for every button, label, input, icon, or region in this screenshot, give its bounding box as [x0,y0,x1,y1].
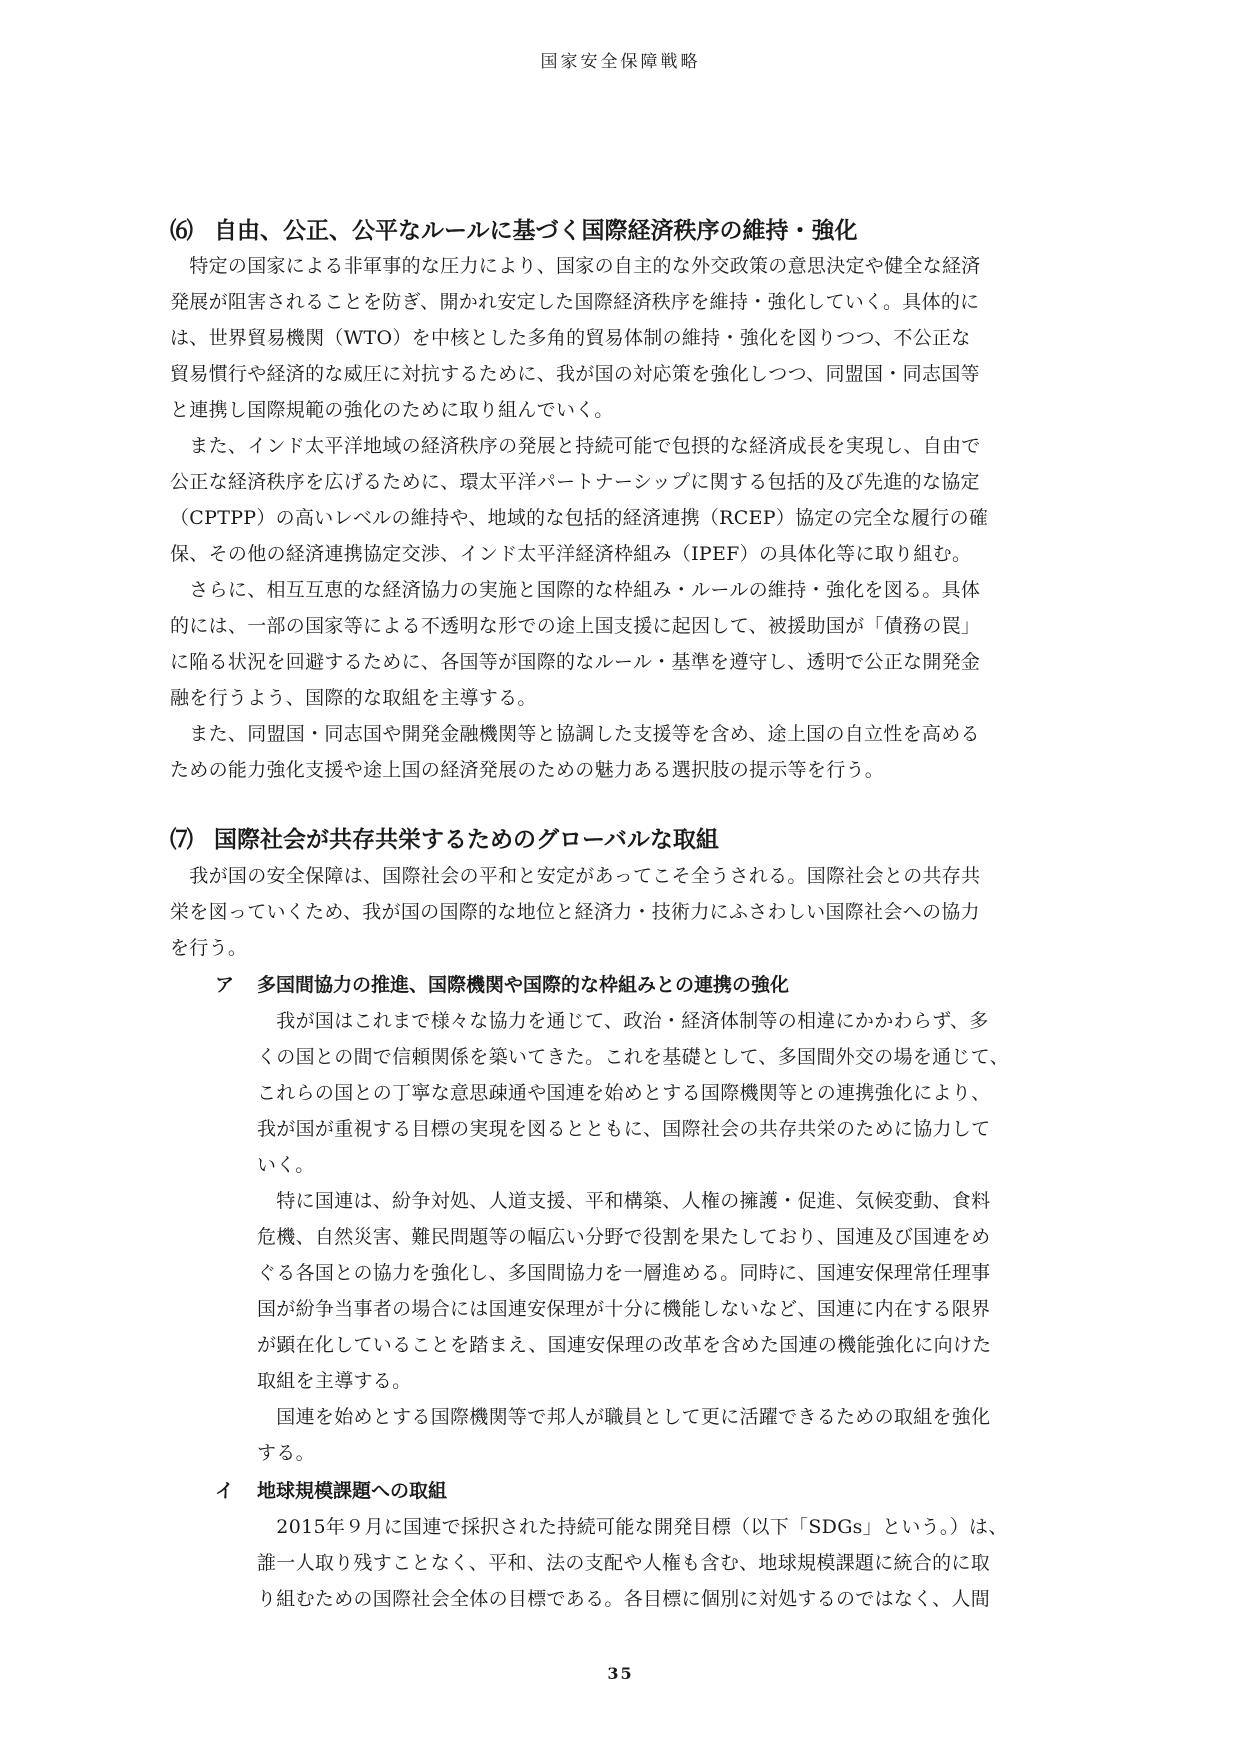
subsection-heading-a [215,970,789,997]
paragraph-line: 保、その他の経済連携協定交渉、インド太平洋経済枠組み（IPEF）の具体化等に取り組む。 [170,543,972,565]
paragraph-line: 国が紛争当事者の場合には国連安保理が十分に機能しないなど、国連に内在する限界 [257,1298,991,1320]
paragraph-line: 栄を図っていくため、我が国の国際的な地位と経済力・技術力にふさわしい国際社会への協力 [170,901,980,923]
paragraph-line: これらの国との丁寧な意思疎通や国連を始めとする国際機関等との連携強化により、 [257,1082,991,1104]
paragraph-line: が顕在化していることを踏まえ、国連安保理の改革を含めた国連の機能強化に向けた [257,1334,992,1356]
paragraph-line: 誰一人取り残すことなく、平和、法の支配や人権も含む、地球規模課題に統合的に取 [257,1552,991,1574]
paragraph-line: 融を行うよう、国際的な取組を主導する。 [170,687,537,709]
section-title: 国際社会が共存共栄するためのグローバルな取組 [214,826,719,853]
paragraph-line: （CPTPP）の高いレベルの維持や、地域的な包括的経済連携（RCEP）協定の完全な履行の確 [170,507,989,529]
paragraph-line: また、同盟国・同志国や開発金融機関等と協調した支援等を含め、途上国の自立性を高める [170,723,980,745]
paragraph-line: 特に国連は、紛争対処、人道支援、平和構築、人権の擁護・促進、気候変動、食料 [257,1190,991,1212]
paragraph-line: 貿易慣行や経済的な威圧に対抗するために、我が国の対応策を強化しつつ、同盟国・同志国等 [170,363,980,385]
paragraph-line: ぐる各国との協力を強化し、多国間協力を一層進める。同時に、国連安保理常任理事 [257,1262,991,1284]
subsection-number: ア [215,974,235,996]
paragraph-line: を行う。 [170,937,248,959]
paragraph-line: と連携し国際規範の強化のために取り組んでいく。 [170,399,614,421]
subsection-number: イ [215,1480,235,1502]
subsection-title: 多国間協力の推進、国際機関や国際的な枠組みとの連携の強化 [257,974,790,996]
section-number: ⑹ [170,217,193,244]
paragraph-line: 我が国はこれまで様々な協力を通じて、政治・経済体制等の相違にかかわらず、多 [257,1010,989,1032]
paragraph-line: くの国との間で信頼関係を築いてきた。これを基礎として、多国間外交の場を通じて、 [257,1046,1009,1068]
page-number: 35 [607,1664,634,1683]
section-number: ⑺ [170,826,193,853]
section-heading-7 [170,821,719,854]
section-title: 自由、公正、公平なルールに基づく国際経済秩序の維持・強化 [214,217,858,244]
paragraph-line: 発展が阻害されることを防ぎ、開かれ安定した国際経済秩序を維持・強化していく。具体的に [170,291,980,313]
paragraph-line: 我が国が重視する目標の実現を図るとともに、国際社会の共存共栄のために協力して [257,1118,991,1140]
paragraph-line: に陥る状況を回避するために、各国等が国際的なルール・基準を遵守し、透明で公正な開発金 [170,651,981,673]
paragraph-line: いく。 [257,1154,315,1176]
running-header: 国家安全保障戦略 [540,52,701,72]
paragraph-line: さらに、相互互恵的な経済協力の実施と国際的な枠組み・ルールの維持・強化を図る。具体 [170,579,981,601]
paragraph-line: は、世界貿易機関（WTO）を中核とした多角的貿易体制の維持・強化を図りつつ、不公正な [170,327,971,349]
paragraph-line: り組むための国際社会全体の目標である。各目標に個別に対処するのではなく、人間 [257,1588,991,1610]
paragraph-line: 危機、自然災害、難民問題等の幅広い分野で役割を果たしており、国連及び国連をめ [257,1226,991,1248]
section-heading-6 [170,212,858,245]
paragraph-line: ための能力強化支援や途上国の経済発展のための魅力ある選択肢の提示等を行う。 [170,759,885,781]
paragraph-line: 2015年９月に国連で採択された持続可能な開発目標（以下「SDGs」という。）は、 [257,1516,1008,1538]
paragraph-line: 取組を主導する。 [257,1370,412,1392]
paragraph-line: 我が国の安全保障は、国際社会の平和と安定があってこそ全うされる。国際社会との共存共 [170,865,981,887]
paragraph-line: 的には、一部の国家等による不透明な形での途上国支援に起因して、被援助国が「債務の罠」 [170,615,981,637]
paragraph-line: 特定の国家による非軍事的な圧力により、国家の自主的な外交政策の意思決定や健全な経済 [170,255,981,277]
paragraph-line: 国連を始めとする国際機関等で邦人が職員として更に活躍できるための取組を強化 [257,1406,991,1428]
subsection-heading-i [215,1476,447,1503]
paragraph-line: する。 [257,1442,315,1464]
paragraph-line: また、インド太平洋地域の経済秩序の発展と持続可能で包摂的な経済成長を実現し、自由で [170,435,981,457]
subsection-title: 地球規模課題への取組 [257,1480,448,1502]
paragraph-line: 公正な経済秩序を広げるために、環太平洋パートナーシップに関する包括的及び先進的な協定 [170,471,980,493]
